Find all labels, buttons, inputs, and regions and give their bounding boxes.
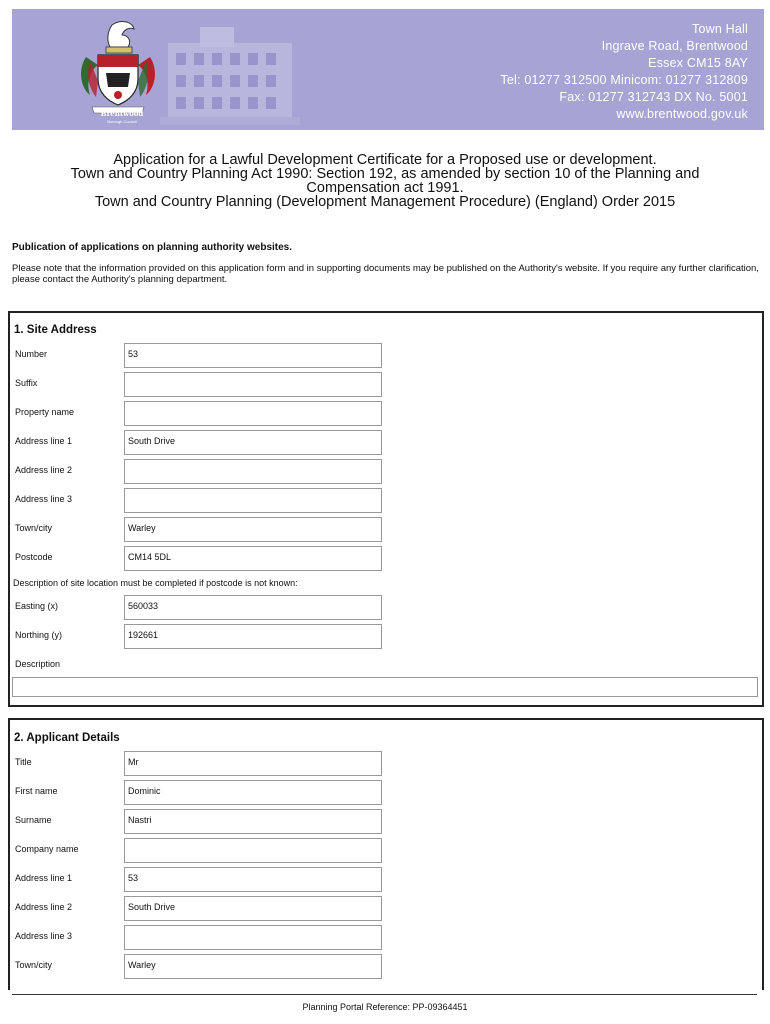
address-line-2-field[interactable] xyxy=(124,459,382,484)
title-field[interactable]: Mr xyxy=(124,751,382,776)
field-label: Address line 1 xyxy=(15,436,73,446)
field-label: Property name xyxy=(15,407,75,417)
field-label: Surname xyxy=(15,815,52,825)
applicant-address-line-1-field[interactable]: 53 xyxy=(124,867,382,892)
footer-divider xyxy=(12,994,757,995)
crest-subcaption: Borough Council xyxy=(107,119,137,124)
contact-line: Tel: 01277 312500 Minicom: 01277 312809 xyxy=(500,73,748,87)
form-title: Application for a Lawful Development Certificate for a Proposed use or development. xyxy=(113,152,657,168)
field-label: Address line 2 xyxy=(15,902,73,912)
applicant-town-city-field[interactable]: Warley xyxy=(124,954,382,979)
applicant-address-line-3-field[interactable] xyxy=(124,925,382,950)
address-line-3-field[interactable] xyxy=(124,488,382,513)
field-label: First name xyxy=(15,786,58,796)
first-name-field[interactable]: Dominic xyxy=(124,780,382,805)
publication-notice: Please note that the information provided on this application form and in supporting documents may be published on the Authority's website. If you require any further clarification, please contact the Authority's planning department. xyxy=(12,263,759,285)
form-title-block xyxy=(0,153,770,209)
field-label: Company name xyxy=(15,844,79,854)
postcode-field[interactable]: CM14 5DL xyxy=(124,546,382,571)
suffix-field[interactable] xyxy=(124,372,382,397)
section-title: 1. Site Address xyxy=(14,324,97,336)
field-label: Number xyxy=(15,349,48,359)
field-label: Title xyxy=(15,757,32,767)
contact-line: Ingrave Road, Brentwood xyxy=(601,39,748,53)
applicant-details-section xyxy=(8,718,764,990)
field-label: Town/city xyxy=(15,960,53,970)
field-label: Address line 3 xyxy=(15,931,73,941)
company-name-field[interactable] xyxy=(124,838,382,863)
description-field[interactable] xyxy=(12,677,758,697)
town-hall-image xyxy=(160,23,300,125)
publication-heading: Publication of applications on planning authority websites. xyxy=(12,242,293,253)
surname-field[interactable]: Nastri xyxy=(124,809,382,834)
northing-field[interactable]: 192661 xyxy=(124,624,382,649)
legislation-line: Compensation act 1991. xyxy=(306,180,464,196)
location-note: Description of site location must be completed if postcode is not known: xyxy=(13,578,298,588)
field-label: Address line 1 xyxy=(15,873,73,883)
field-label: Postcode xyxy=(15,552,53,562)
field-label: Suffix xyxy=(15,378,38,388)
number-field[interactable]: 53 xyxy=(124,343,382,368)
section-title: 2. Applicant Details xyxy=(14,732,120,744)
header-banner xyxy=(12,9,764,130)
contact-line: Fax: 01277 312743 DX No. 5001 xyxy=(559,90,748,104)
town-city-field[interactable]: Warley xyxy=(124,517,382,542)
field-label: Description xyxy=(15,659,61,669)
legislation-line: Town and Country Planning Act 1990: Section 192, as amended by section 10 of the Planning and xyxy=(70,166,700,182)
applicant-address-line-2-field[interactable]: South Drive xyxy=(124,896,382,921)
field-label: Northing (y) xyxy=(15,630,63,640)
field-label: Address line 3 xyxy=(15,494,73,504)
field-label: Town/city xyxy=(15,523,53,533)
portal-reference: Planning Portal Reference: PP-09364451 xyxy=(302,1002,468,1012)
address-line-1-field[interactable]: South Drive xyxy=(124,430,382,455)
site-address-section xyxy=(8,311,764,707)
contact-line: Town Hall xyxy=(692,22,748,36)
legislation-line: Town and Country Planning (Development Management Procedure) (England) Order 2015 xyxy=(94,194,676,210)
field-label: Address line 2 xyxy=(15,465,73,475)
contact-line: www.brentwood.gov.uk xyxy=(616,107,748,121)
field-label: Easting (x) xyxy=(15,601,59,611)
contact-line: Essex CM15 8AY xyxy=(648,56,748,70)
council-contact-details xyxy=(500,21,748,123)
crest-caption: Brentwood xyxy=(100,109,144,118)
property-name-field[interactable] xyxy=(124,401,382,426)
easting-field[interactable]: 560033 xyxy=(124,595,382,620)
